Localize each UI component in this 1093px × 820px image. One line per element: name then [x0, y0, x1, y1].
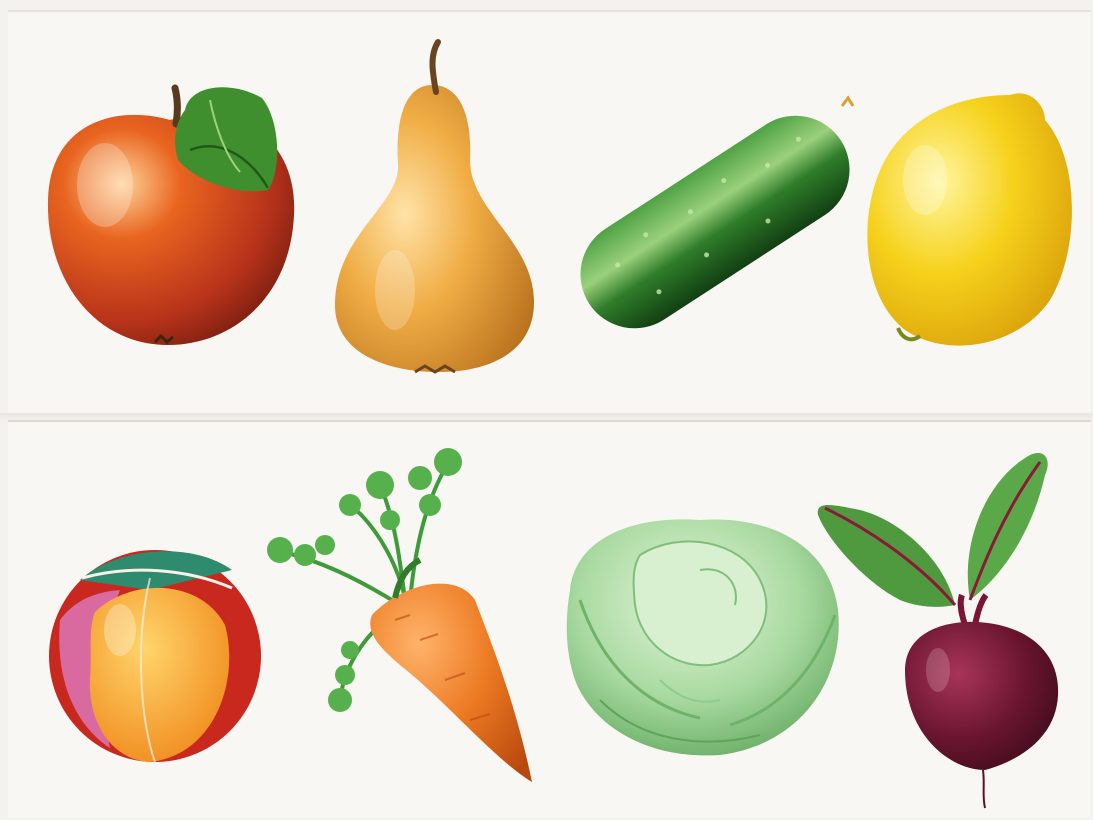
cabbage-icon	[567, 519, 839, 755]
cucumber-icon	[560, 95, 870, 349]
carrot-icon	[267, 448, 532, 782]
beet-icon	[818, 453, 1058, 808]
lemon-icon	[867, 93, 1072, 345]
ball-icon	[49, 550, 261, 762]
pear-icon	[335, 42, 534, 372]
apple-icon	[48, 87, 294, 345]
